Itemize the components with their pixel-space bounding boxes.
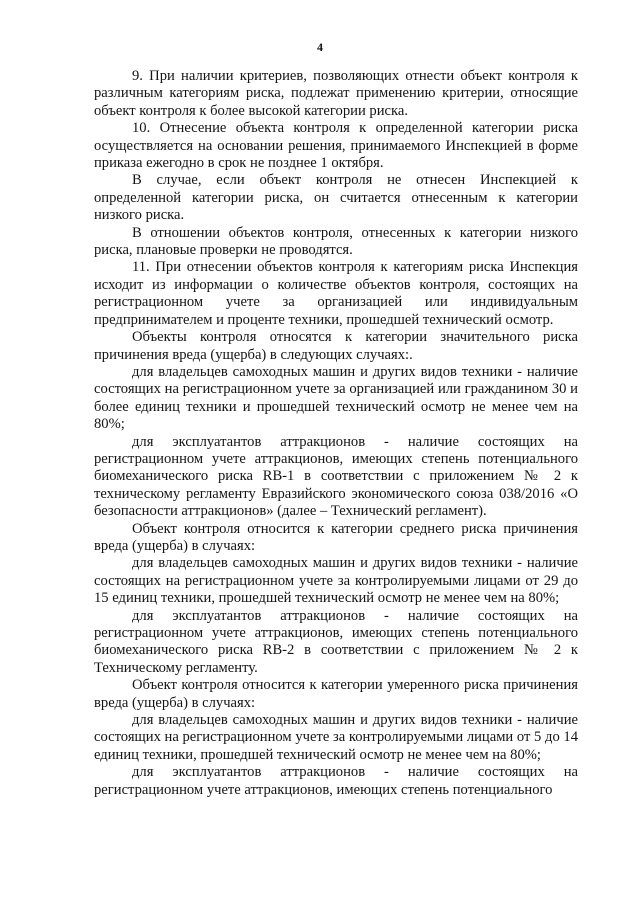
paragraph-moderate-risk-attractions: для эксплуатантов аттракционов - наличие состоящих на регистрационном учете аттракционов, имеющих степень потенциального xyxy=(94,764,578,798)
paragraph-10-assignment: 10. Отнесение объекта контроля к определенной категории риска осуществляется на основании решения, принимаемого Инспекцией в форме приказа ежегодно в срок не позднее 1 октября. xyxy=(94,120,578,172)
paragraph-low-risk-inspections: В отношении объектов контроля, отнесенных к категории низкого риска, плановые проверки не проводятся. xyxy=(94,224,578,259)
paragraph-significant-risk-machines: для владельцев самоходных машин и других видов техники - наличие состоящих на регистрационном учете за организацией или гражданином 30 и более единиц техники и прошедшей технический осмотр не менее чем на 80%; xyxy=(94,363,578,433)
paragraph-significant-risk-attractions: для эксплуатантов аттракционов - наличие состоящих на регистрационном учете аттракционов, имеющих степень потенциального биомеханического риска RB-1 в соответствии с приложением № 2 к техническому регламенту Евразийского экономического союза 038/2016 «О безопасности аттракционов» (далее – Технический регламент). xyxy=(94,433,578,520)
paragraph-significant-risk-intro: Объекты контроля относятся к категории значительного риска причинения вреда (ущерба) в следующих случаях:. xyxy=(94,329,578,363)
paragraph-medium-risk-intro: Объект контроля относится к категории среднего риска причинения вреда (ущерба) в случаях: xyxy=(94,520,578,554)
paragraph-medium-risk-attractions: для эксплуатантов аттракционов - наличие состоящих на регистрационном учете аттракционов, имеющих степень потенциального биомеханического риска RB-2 в соответствии с приложением № 2 к Техническому регламенту. xyxy=(94,607,578,676)
paragraph-moderate-risk-machines: для владельцев самоходных машин и других видов техники - наличие состоящих на регистрационном учете за контролируемыми лицами от 5 до 14 единиц техники, прошедшей технический осмотр не менее чем на 80%; xyxy=(94,712,578,763)
paragraph-9-criteria: 9. При наличии критериев, позволяющих отнести объект контроля к различным категориям риска, подлежат применению критерии, относящие объект контроля к более высокой категории риска. xyxy=(94,68,578,119)
paragraph-low-risk-default: В случае, если объект контроля не отнесен Инспекцией к определенной категории риска, он считается отнесенным к категории низкого риска. xyxy=(94,172,578,224)
paragraph-moderate-risk-intro: Объект контроля относится к категории умеренного риска причинения вреда (ущерба) в случаях: xyxy=(94,677,578,711)
page-number: 4 xyxy=(317,40,323,54)
paragraph-medium-risk-machines: для владельцев самоходных машин и других видов техники - наличие состоящих на регистрационном учете за контролируемыми лицами от 29 до 15 единиц техники, прошедшей технический осмотр не менее чем на 80%; xyxy=(94,555,578,607)
paragraph-11-information: 11. При отнесении объектов контроля к категориям риска Инспекция исходит из информации о количестве объектов контроля, состоящих на регистрационном учете за организацией или индивидуальным предпринимателем и проценте техники, прошедшей технический осмотр. xyxy=(94,259,578,328)
document-body xyxy=(94,68,578,799)
